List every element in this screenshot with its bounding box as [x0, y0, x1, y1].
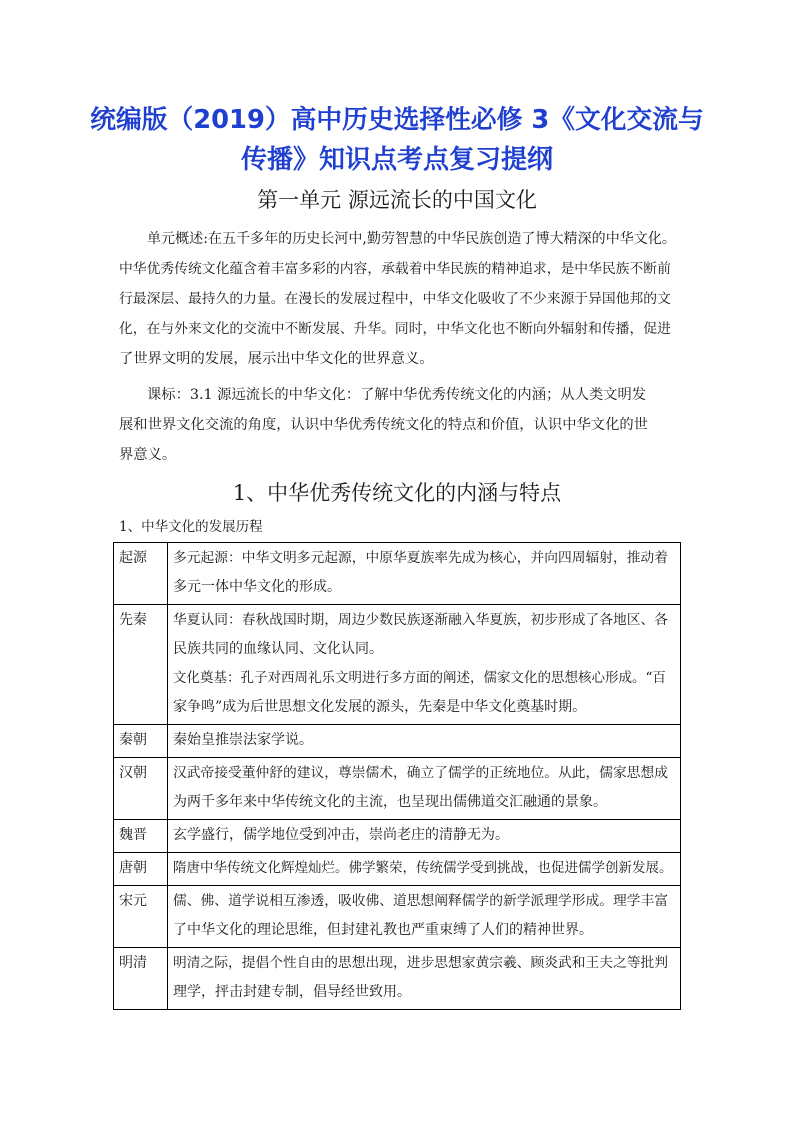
description-cell [168, 820, 681, 853]
era-cell: 先秦 [114, 605, 168, 725]
curriculum-standard-paragraph [119, 380, 679, 470]
description-line: 秦始皇推崇法家学说。 [173, 732, 313, 748]
subsection-title: 1、中华文化的发展历程 [119, 519, 263, 535]
description-line: 了中华文化的理论思维，但封建礼教也严重束缚了人们的精神世界。 [173, 922, 593, 938]
description-cell [168, 948, 681, 1010]
unit-title: 第一单元 源远流长的中国文化 [257, 188, 537, 212]
description-line: 多元一体中华文化的形成。 [173, 579, 341, 595]
table-row [114, 853, 681, 886]
table-row [114, 758, 681, 820]
era-cell: 起源 [114, 543, 168, 605]
era-cell: 唐朝 [114, 853, 168, 886]
description-cell [168, 758, 681, 820]
overview-line: 中华优秀传统文化蕴含着丰富多彩的内容，承载着中华民族的精神追求，是中华民族不断前 [119, 261, 671, 277]
description-line: 明清之际，提倡个性自由的思想出现，进步思想家黄宗羲、顾炎武和王夫之等批判 [173, 955, 669, 971]
description-line: 玄学盛行，儒学地位受到冲击，崇尚老庄的清静无为。 [173, 827, 509, 843]
section-title: 1、中华优秀传统文化的内涵与特点 [232, 481, 562, 505]
description-line: 隋唐中华传统文化辉煌灿烂。佛学繁荣，传统儒学受到挑战，也促进儒学创新发展。 [173, 860, 673, 876]
table-row [114, 948, 681, 1010]
description-line: 汉武帝接受董仲舒的建议，尊崇儒术，确立了儒学的正统地位。从此，儒家思想成 [173, 765, 669, 781]
standard-line: 课标：3.1 源远流长的中华文化：了解中华优秀传统文化的内涵；从人类文明发 [147, 387, 647, 403]
description-cell [168, 725, 681, 758]
description-line: 华夏认同：春秋战国时期，周边少数民族逐渐融入华夏族，初步形成了各地区、各 [173, 612, 669, 628]
standard-line: 展和世界文化交流的角度，认识中华优秀传统文化的特点和价值，认识中华文化的世 [119, 417, 648, 433]
table-row [114, 543, 681, 605]
description-cell [168, 605, 681, 725]
document-title-line-1: 统编版（2019）高中历史选择性必修 3《文化交流与 [90, 105, 704, 135]
overview-line: 了世界文明的发展，展示出中华文化的世界意义。 [119, 351, 434, 367]
overview-line: 行最深层、最持久的力量。在漫长的发展过程中，中华文化吸收了不少来源于异国他邦的文 [119, 291, 671, 307]
era-cell: 宋元 [114, 886, 168, 948]
table-row [114, 725, 681, 758]
description-line: 文化奠基：孔子对西周礼乐文明进行多方面的阐述，儒家文化的思想核心形成。“百 [173, 670, 666, 686]
description-cell [168, 853, 681, 886]
era-cell: 明清 [114, 948, 168, 1010]
table-row [114, 820, 681, 853]
description-line: 家争鸣”成为后世思想文化发展的源头，先秦是中华文化奠基时期。 [173, 699, 587, 715]
description-cell [168, 543, 681, 605]
description-line: 民族共同的血缘认同、文化认同。 [173, 641, 383, 657]
overview-line: 单元概述:在五千多年的历史长河中,勤劳智慧的中华民族创造了博大精深的中华文化。 [147, 231, 676, 247]
document-title-line-2: 传播》知识点考点复习提纲 [240, 145, 553, 175]
description-line: 为两千多年来中华传统文化的主流，也呈现出儒佛道交汇融通的景象。 [173, 794, 607, 810]
era-cell: 汉朝 [114, 758, 168, 820]
unit-overview-paragraph [119, 224, 679, 374]
table-row [114, 886, 681, 948]
overview-line: 化，在与外来文化的交流中不断发展、升华。同时，中华文化也不断向外辐射和传播，促进 [119, 321, 671, 337]
cultural-history-table [113, 542, 681, 1010]
description-line: 多元起源：中华文明多元起源，中原华夏族率先成为核心，并向四周辐射，推动着 [173, 550, 669, 566]
era-cell: 秦朝 [114, 725, 168, 758]
description-line: 理学，抨击封建专制，倡导经世致用。 [173, 984, 411, 1000]
description-line: 儒、佛、道学说相互渗透，吸收佛、道思想阐释儒学的新学派理学形成。理学丰富 [173, 893, 669, 909]
table-row [114, 605, 681, 725]
standard-line: 界意义。 [119, 447, 177, 463]
description-cell [168, 886, 681, 948]
era-cell: 魏晋 [114, 820, 168, 853]
